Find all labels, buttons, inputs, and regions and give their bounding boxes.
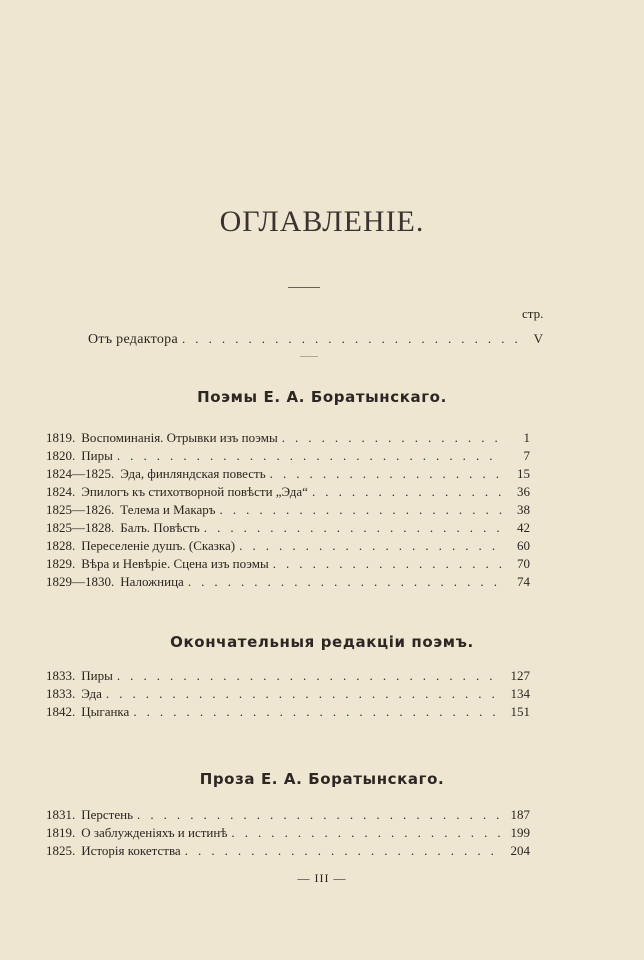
toc-entry (46, 686, 530, 704)
entry-title: Телема и Макаръ (120, 502, 216, 517)
entry-year: 1819. (46, 430, 76, 445)
section-list (46, 430, 530, 592)
leader-dots (182, 331, 527, 347)
entry-page: 36 (517, 484, 530, 499)
entry-page: 15 (517, 466, 530, 481)
entry-title: Перстень (81, 807, 134, 822)
entry-year: 1833. (46, 668, 76, 683)
entry-page: 199 (510, 825, 530, 840)
entry-title: Эпилогъ къ стихотворной повѣсти „Эда“ (81, 484, 308, 499)
entry-year: 1820. (46, 448, 76, 463)
leader-dots (185, 843, 502, 859)
entry-page: 134 (510, 686, 530, 701)
entry-year: 1829. (46, 556, 76, 571)
entry-title: Пиры (81, 668, 113, 683)
entry-page: 1 (523, 430, 530, 445)
entry-title: Воспоминанія. Отрывки изъ поэмы (81, 430, 278, 445)
section-list (46, 668, 530, 722)
entry-title: Вѣра и Невѣріе. Сцена изъ поэмы (81, 556, 269, 571)
section-divider (300, 356, 318, 357)
leader-dots (204, 520, 502, 536)
entry-title: Наложница (120, 574, 184, 589)
leader-dots (282, 430, 502, 446)
entry-year: 1825. (46, 843, 76, 858)
toc-entry (46, 484, 530, 502)
entry-page: 204 (510, 843, 530, 858)
editor-entry (88, 331, 543, 349)
section-heading: Проза Е. А. Боратынскаго. (199, 770, 445, 788)
toc-entry (46, 520, 530, 538)
toc-entry (46, 538, 530, 556)
entry-page: 38 (517, 502, 530, 517)
section-heading: Поэмы Е. А. Боратынскаго. (197, 388, 447, 406)
entry-year: 1833. (46, 686, 76, 701)
entry-page: 151 (510, 704, 530, 719)
entry-title: Эда (81, 686, 102, 701)
leader-dots (106, 686, 502, 702)
entry-page: 74 (517, 574, 530, 589)
leader-dots (312, 484, 502, 500)
entry-page: 127 (510, 668, 530, 683)
entry-year: 1842. (46, 704, 76, 719)
entry-year: 1824—1825. (46, 466, 115, 481)
toc-entry (46, 502, 530, 520)
entry-title: Эда, финляндская повесть (120, 466, 266, 481)
entry-year: 1825—1828. (46, 520, 115, 535)
entry-title: О заблужденіяхъ и истинѣ (81, 825, 228, 840)
entry-year: 1824. (46, 484, 76, 499)
page-column-label: стр. (522, 306, 544, 321)
entry-page: 70 (517, 556, 530, 571)
leader-dots (137, 807, 502, 823)
entry-year: 1819. (46, 825, 76, 840)
toc-entry (46, 430, 530, 448)
toc-entry (46, 556, 530, 574)
toc-entry (46, 825, 530, 843)
leader-dots (270, 466, 502, 482)
entry-page: 60 (517, 538, 530, 553)
leader-dots (220, 502, 502, 518)
toc-entry (46, 574, 530, 592)
entry-title: Цыганка (81, 704, 130, 719)
entry-page: V (533, 331, 543, 346)
leader-dots (117, 448, 502, 464)
page-title: ОГЛАВЛЕНІЕ. (219, 205, 425, 238)
entry-title: Исторія кокетства (81, 843, 181, 858)
section-list (46, 807, 530, 861)
leader-dots (133, 704, 502, 720)
leader-dots (239, 538, 502, 554)
title-divider (288, 287, 320, 288)
toc-entry (46, 448, 530, 466)
page-number: — III — (297, 871, 347, 885)
toc-entry (46, 704, 530, 722)
toc-entry (46, 466, 530, 484)
leader-dots (188, 574, 502, 590)
toc-entry (46, 843, 530, 861)
toc-entry (46, 668, 530, 686)
entry-title: Пиры (81, 448, 113, 463)
leader-dots (273, 556, 502, 572)
entry-year: 1831. (46, 807, 76, 822)
entry-year: 1829—1830. (46, 574, 115, 589)
leader-dots (117, 668, 502, 684)
section-heading: Окончательныя редакціи поэмъ. (170, 633, 474, 651)
entry-page: 187 (510, 807, 530, 822)
toc-entry (46, 807, 530, 825)
entry-year: 1825—1826. (46, 502, 115, 517)
entry-year: 1828. (46, 538, 76, 553)
entry-title: Отъ редактора (88, 332, 178, 347)
entry-page: 7 (523, 448, 530, 463)
leader-dots (231, 825, 502, 841)
entry-page: 42 (517, 520, 530, 535)
entry-title: Переселеніе душъ. (Сказка) (81, 538, 236, 553)
entry-title: Балъ. Повѣсть (120, 520, 200, 535)
